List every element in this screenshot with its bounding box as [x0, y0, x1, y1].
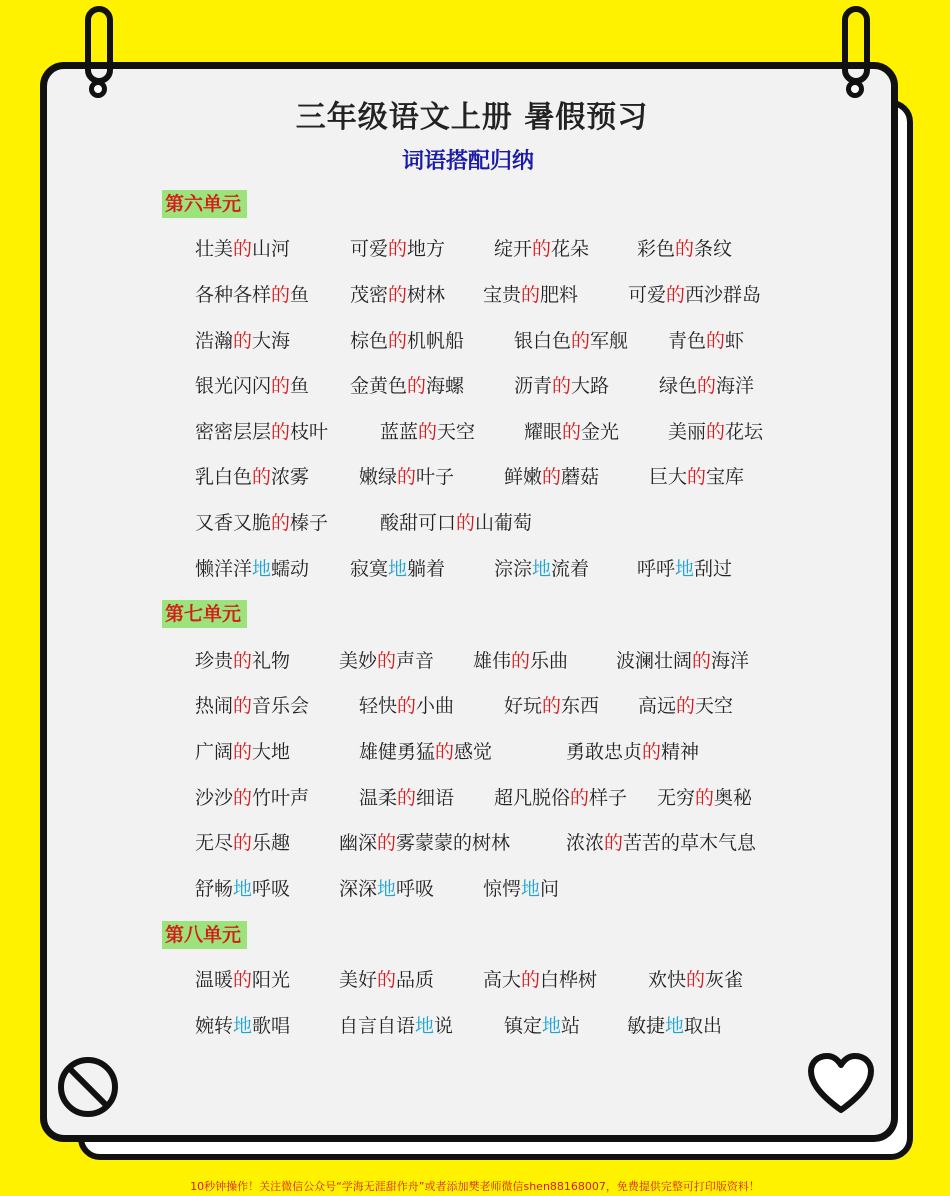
phrase-modifier: 乳白色: [195, 466, 253, 488]
phrase-modifier: 美好: [339, 969, 378, 991]
phrase-particle: 的: [676, 695, 696, 717]
phrase-particle: 的: [675, 238, 695, 260]
phrase-modifier: 温暖: [195, 969, 234, 991]
binder-ring-left: [85, 6, 113, 84]
phrase-item: [195, 785, 309, 811]
phrase-head: 苦苦的草木气息: [623, 832, 757, 854]
phrase-item: [359, 464, 454, 490]
phrase-modifier: 巨大: [649, 466, 688, 488]
phrase-head: 山葡萄: [475, 512, 533, 534]
phrase-item: [659, 373, 754, 399]
phrase-particle: 的: [271, 512, 291, 534]
phrase-particle: 的: [397, 695, 417, 717]
phrase-particle: 的: [233, 330, 253, 352]
phrase-modifier: 壮美: [195, 238, 234, 260]
phrase-head: 说: [434, 1015, 454, 1037]
phrase-particle: 的: [271, 284, 291, 306]
phrase-particle: 地: [675, 558, 695, 580]
footer-notice: 10秒钟操作！关注微信公众号“学海无涯甜作舟”或者添加樊老师微信shen88168007，免费提供完整可打印版资料！: [190, 1180, 760, 1193]
phrase-head: 大地: [252, 741, 291, 763]
phrase-item: [350, 556, 445, 582]
phrase-head: 竹叶声: [252, 787, 310, 809]
phrase-modifier: 热闹: [195, 695, 234, 717]
phrase-head: 白桦树: [540, 969, 598, 991]
phrase-particle: 地: [532, 558, 552, 580]
phrase-item: [339, 830, 510, 856]
phrase-particle: 的: [388, 238, 408, 260]
phrase-modifier: 惊愕: [483, 878, 522, 900]
phrase-modifier: 银白色: [514, 330, 572, 352]
phrase-head: 呼吸: [396, 878, 435, 900]
phrase-modifier: 金黄色: [350, 375, 408, 397]
no-entry-icon: [56, 1055, 120, 1119]
phrase-item: [616, 648, 749, 674]
phrase-item: [668, 419, 763, 445]
phrase-head: 鱼: [290, 375, 310, 397]
phrase-item: [195, 328, 290, 354]
phrase-modifier: 宝贵: [483, 284, 522, 306]
phrase-item: [566, 739, 699, 765]
phrase-modifier: 雄健勇猛: [359, 741, 436, 763]
phrase-item: [195, 556, 309, 582]
phrase-item: [339, 876, 434, 902]
phrase-item: [195, 967, 290, 993]
phrase-modifier: 高远: [638, 695, 677, 717]
phrase-particle: 的: [407, 375, 427, 397]
phrase-modifier: 自言自语: [339, 1015, 416, 1037]
phrase-modifier: 温柔: [359, 787, 398, 809]
phrase-item: [483, 282, 578, 308]
phrase-particle: 的: [706, 421, 726, 443]
phrase-modifier: 沥青: [514, 375, 553, 397]
phrase-modifier: 可爱: [350, 238, 389, 260]
phrase-head: 奥秘: [714, 787, 753, 809]
phrase-item: [350, 373, 464, 399]
phrase-particle: 的: [435, 741, 455, 763]
phrase-modifier: 棕色: [350, 330, 389, 352]
phrase-modifier: 超凡脱俗: [494, 787, 571, 809]
heart-icon: [806, 1052, 876, 1116]
phrase-head: 雾蒙蒙的树林: [396, 832, 511, 854]
phrase-item: [195, 876, 290, 902]
phrase-head: 海螺: [426, 375, 465, 397]
phrase-particle: 的: [695, 787, 715, 809]
phrase-particle: 地: [521, 878, 541, 900]
phrase-head: 乐曲: [530, 650, 569, 672]
phrase-item: [483, 876, 559, 902]
phrase-modifier: 珍贵: [195, 650, 234, 672]
phrase-head: 灰雀: [705, 969, 744, 991]
phrase-item: [494, 236, 589, 262]
phrase-head: 声音: [396, 650, 435, 672]
phrase-particle: 的: [388, 330, 408, 352]
phrase-item: [504, 1013, 580, 1039]
phrase-modifier: 欢快: [648, 969, 687, 991]
phrase-head: 问: [540, 878, 560, 900]
phrase-modifier: 美丽: [668, 421, 707, 443]
phrase-particle: 的: [666, 284, 686, 306]
phrase-item: [359, 785, 454, 811]
page-title: 三年级语文上册 暑假预习: [295, 100, 649, 135]
phrase-modifier: 茂密: [350, 284, 389, 306]
phrase-item: [350, 282, 445, 308]
phrase-modifier: 广阔: [195, 741, 234, 763]
phrase-modifier: 嫩绿: [359, 466, 398, 488]
phrase-particle: 的: [233, 238, 253, 260]
phrase-head: 取出: [684, 1015, 723, 1037]
phrase-particle: 的: [552, 375, 572, 397]
phrase-head: 条纹: [694, 238, 733, 260]
phrase-modifier: 勇敢忠贞: [566, 741, 643, 763]
phrase-head: 流着: [551, 558, 590, 580]
phrase-particle: 的: [377, 650, 397, 672]
phrase-item: [195, 830, 290, 856]
phrase-particle: 的: [542, 466, 562, 488]
phrase-head: 刮过: [694, 558, 733, 580]
phrase-head: 机帆船: [407, 330, 465, 352]
phrase-item: [566, 830, 756, 856]
phrase-particle: 的: [233, 787, 253, 809]
phrase-item: [350, 328, 464, 354]
phrase-modifier: 幽深: [339, 832, 378, 854]
phrase-modifier: 无穷: [657, 787, 696, 809]
phrase-head: 肥料: [540, 284, 579, 306]
unit-label: 第七单元: [162, 600, 247, 628]
phrase-particle: 的: [233, 695, 253, 717]
phrase-head: 小曲: [416, 695, 455, 717]
phrase-particle: 的: [397, 787, 417, 809]
phrase-modifier: 绿色: [659, 375, 698, 397]
phrase-particle: 的: [252, 466, 272, 488]
phrase-head: 歌唱: [252, 1015, 291, 1037]
phrase-modifier: 绽开: [494, 238, 533, 260]
phrase-particle: 的: [521, 969, 541, 991]
phrase-head: 呼吸: [252, 878, 291, 900]
phrase-head: 虾: [725, 330, 745, 352]
phrase-modifier: 青色: [668, 330, 707, 352]
phrase-particle: 的: [686, 969, 706, 991]
phrase-particle: 的: [687, 466, 707, 488]
phrase-modifier: 又香又脆: [195, 512, 272, 534]
phrase-particle: 的: [377, 832, 397, 854]
phrase-particle: 的: [642, 741, 662, 763]
phrase-head: 地方: [407, 238, 446, 260]
phrase-item: [657, 785, 752, 811]
phrase-modifier: 美妙: [339, 650, 378, 672]
phrase-head: 音乐会: [252, 695, 310, 717]
phrase-head: 蘑菇: [561, 466, 600, 488]
phrase-item: [195, 1013, 290, 1039]
unit-label: 第六单元: [162, 190, 247, 218]
phrase-item: [638, 693, 733, 719]
phrase-head: 浓雾: [271, 466, 310, 488]
phrase-item: [195, 419, 328, 445]
phrase-item: [524, 419, 619, 445]
phrase-item: [504, 464, 599, 490]
page-subtitle: 词语搭配归纳: [401, 149, 534, 174]
phrase-item: [195, 282, 309, 308]
phrase-particle: 的: [271, 375, 291, 397]
phrase-modifier: 舒畅: [195, 878, 234, 900]
phrase-particle: 的: [233, 741, 253, 763]
phrase-item: [627, 1013, 722, 1039]
phrase-head: 山河: [252, 238, 291, 260]
phrase-item: [359, 739, 492, 765]
phrase-item: [668, 328, 744, 354]
phrase-item: [195, 236, 290, 262]
phrase-particle: 地: [233, 1015, 253, 1037]
unit-label: 第八单元: [162, 921, 247, 949]
phrase-modifier: 酸甜可口: [380, 512, 457, 534]
phrase-particle: 的: [562, 421, 582, 443]
phrase-modifier: 蓝蓝: [380, 421, 419, 443]
phrase-head: 枝叶: [290, 421, 329, 443]
phrase-modifier: 沙沙: [195, 787, 234, 809]
phrase-head: 阳光: [252, 969, 291, 991]
phrase-head: 榛子: [290, 512, 329, 534]
phrase-item: [514, 373, 609, 399]
phrase-particle: 的: [697, 375, 717, 397]
phrase-modifier: 银光闪闪: [195, 375, 272, 397]
phrase-modifier: 淙淙: [494, 558, 533, 580]
phrase-head: 站: [561, 1015, 581, 1037]
phrase-modifier: 雄伟: [473, 650, 512, 672]
phrase-item: [514, 328, 628, 354]
phrase-particle: 的: [570, 787, 590, 809]
phrase-head: 品质: [396, 969, 435, 991]
phrase-item: [380, 510, 532, 536]
phrase-particle: 的: [542, 695, 562, 717]
phrase-particle: 的: [388, 284, 408, 306]
phrase-particle: 的: [532, 238, 552, 260]
phrase-head: 感觉: [454, 741, 493, 763]
phrase-head: 东西: [561, 695, 600, 717]
phrase-particle: 的: [397, 466, 417, 488]
phrase-head: 躺着: [407, 558, 446, 580]
phrase-item: [380, 419, 475, 445]
phrase-particle: 地: [252, 558, 272, 580]
phrase-head: 大海: [252, 330, 291, 352]
phrase-particle: 地: [665, 1015, 685, 1037]
phrase-particle: 的: [571, 330, 591, 352]
phrase-item: [350, 236, 445, 262]
phrase-particle: 的: [271, 421, 291, 443]
phrase-head: 海洋: [711, 650, 750, 672]
phrase-item: [637, 556, 732, 582]
phrase-particle: 地: [415, 1015, 435, 1037]
phrase-head: 礼物: [252, 650, 291, 672]
phrase-particle: 的: [377, 969, 397, 991]
phrase-item: [628, 282, 761, 308]
phrase-modifier: 敏捷: [627, 1015, 666, 1037]
phrase-head: 叶子: [416, 466, 455, 488]
phrase-head: 细语: [416, 787, 455, 809]
phrase-head: 天空: [437, 421, 476, 443]
phrase-item: [473, 648, 568, 674]
phrase-modifier: 高大: [483, 969, 522, 991]
phrase-head: 样子: [589, 787, 628, 809]
phrase-modifier: 可爱: [628, 284, 667, 306]
phrase-modifier: 波澜壮阔: [616, 650, 693, 672]
phrase-modifier: 懒洋洋: [195, 558, 253, 580]
phrase-modifier: 呼呼: [637, 558, 676, 580]
phrase-particle: 的: [233, 969, 253, 991]
phrase-item: [339, 648, 434, 674]
phrase-particle: 地: [377, 878, 397, 900]
phrase-head: 大路: [571, 375, 610, 397]
phrase-modifier: 寂寞: [350, 558, 389, 580]
phrase-head: 花坛: [725, 421, 764, 443]
phrase-modifier: 鲜嫩: [504, 466, 543, 488]
phrase-item: [195, 510, 328, 536]
phrase-modifier: 耀眼: [524, 421, 563, 443]
phrase-item: [637, 236, 732, 262]
phrase-modifier: 彩色: [637, 238, 676, 260]
phrase-head: 花朵: [551, 238, 590, 260]
phrase-head: 西沙群岛: [685, 284, 762, 306]
phrase-head: 天空: [695, 695, 734, 717]
phrase-modifier: 密密层层: [195, 421, 272, 443]
phrase-item: [195, 464, 309, 490]
phrase-item: [339, 967, 434, 993]
phrase-particle: 地: [542, 1015, 562, 1037]
phrase-modifier: 镇定: [504, 1015, 543, 1037]
phrase-head: 军舰: [590, 330, 629, 352]
phrase-particle: 的: [604, 832, 624, 854]
phrase-modifier: 轻快: [359, 695, 398, 717]
phrase-particle: 的: [521, 284, 541, 306]
phrase-modifier: 各种各样: [195, 284, 272, 306]
phrase-head: 精神: [661, 741, 700, 763]
phrase-head: 蠕动: [271, 558, 310, 580]
binder-ring-right: [842, 6, 870, 84]
phrase-modifier: 浓浓: [566, 832, 605, 854]
phrase-item: [195, 739, 290, 765]
phrase-item: [494, 556, 589, 582]
phrase-item: [648, 967, 743, 993]
phrase-modifier: 无尽: [195, 832, 234, 854]
phrase-item: [339, 1013, 453, 1039]
phrase-particle: 的: [706, 330, 726, 352]
phrase-head: 鱼: [290, 284, 310, 306]
phrase-head: 宝库: [706, 466, 745, 488]
phrase-head: 金光: [581, 421, 620, 443]
phrase-modifier: 浩瀚: [195, 330, 234, 352]
phrase-particle: 地: [233, 878, 253, 900]
phrase-modifier: 婉转: [195, 1015, 234, 1037]
phrase-particle: 地: [388, 558, 408, 580]
phrase-item: [195, 373, 309, 399]
phrase-item: [195, 648, 290, 674]
phrase-item: [494, 785, 627, 811]
phrase-item: [483, 967, 597, 993]
phrase-modifier: 深深: [339, 878, 378, 900]
phrase-modifier: 好玩: [504, 695, 543, 717]
phrase-item: [359, 693, 454, 719]
phrase-item: [504, 693, 599, 719]
phrase-head: 海洋: [716, 375, 755, 397]
phrase-particle: 的: [233, 650, 253, 672]
phrase-particle: 的: [418, 421, 438, 443]
phrase-particle: 的: [456, 512, 476, 534]
phrase-head: 乐趣: [252, 832, 291, 854]
phrase-item: [195, 693, 309, 719]
phrase-particle: 的: [511, 650, 531, 672]
phrase-item: [649, 464, 744, 490]
phrase-head: 树林: [407, 284, 446, 306]
phrase-particle: 的: [233, 832, 253, 854]
phrase-particle: 的: [692, 650, 712, 672]
